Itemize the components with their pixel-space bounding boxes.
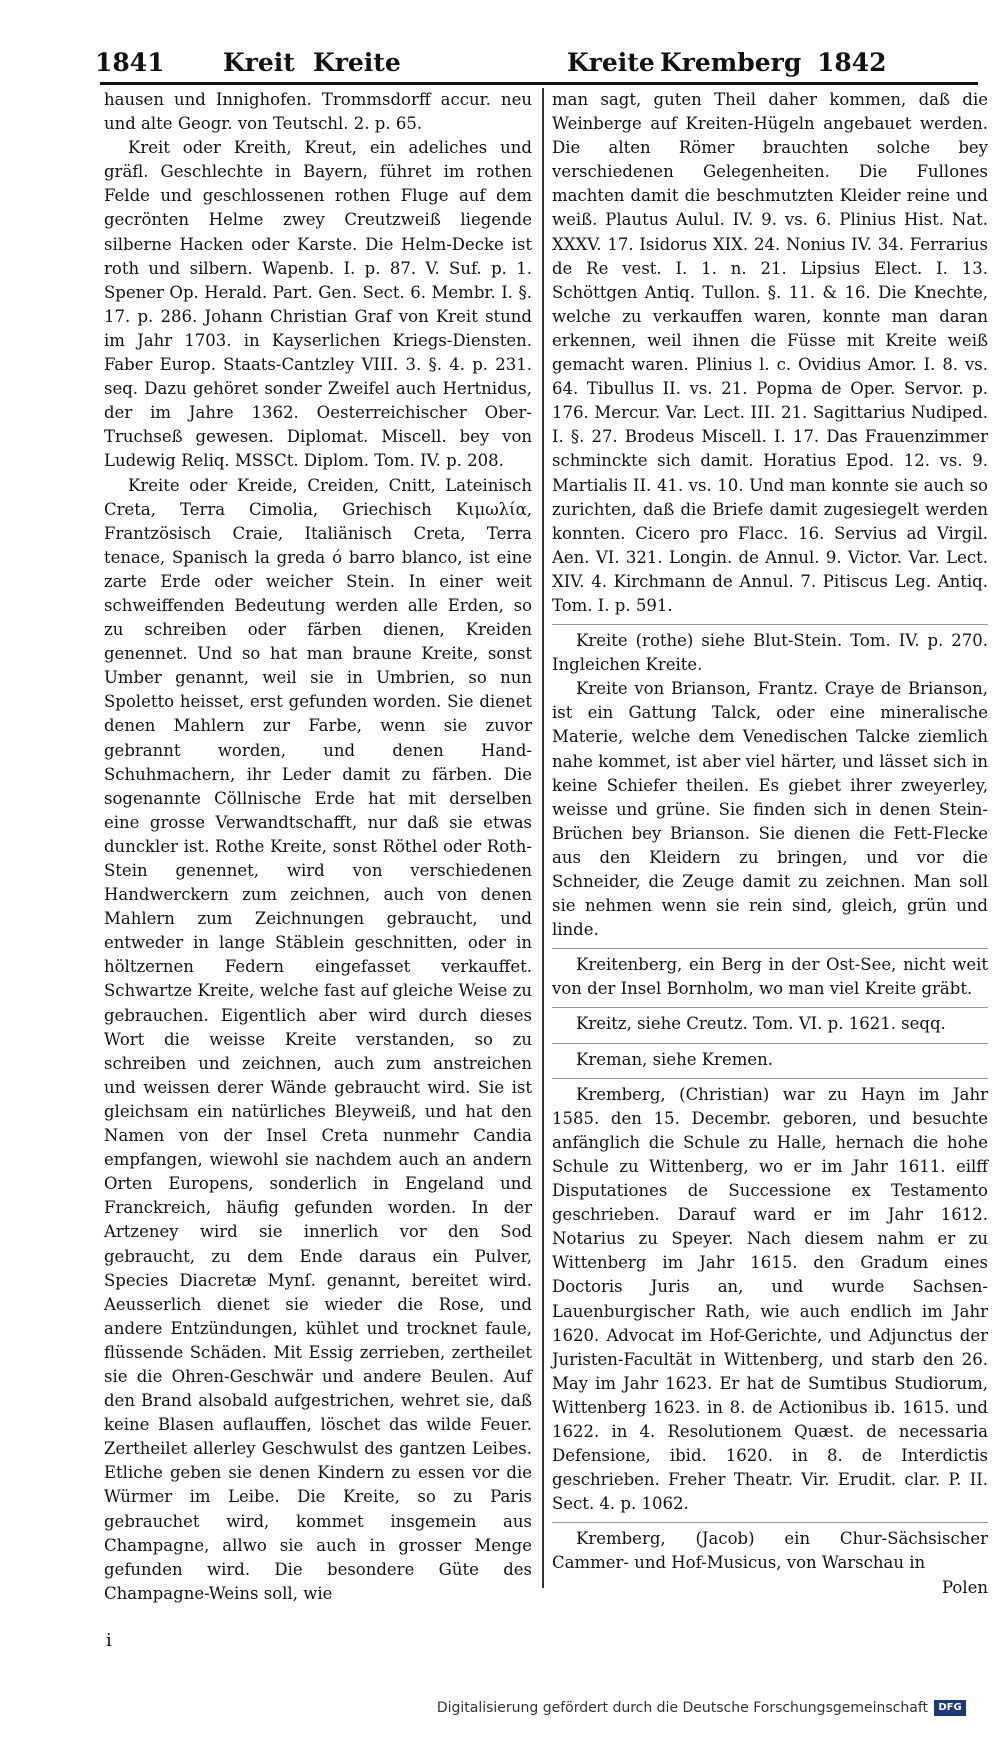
paragraph-separator <box>552 1522 988 1523</box>
paragraph-separator <box>552 1078 988 1079</box>
paragraph: Kreman, siehe Kremen. <box>576 1049 773 1069</box>
column-divider <box>542 88 544 1588</box>
footer-credit: Digitalisierung gefördert durch die Deutsche Forschungsgemeinschaft <box>436 1700 928 1716</box>
paragraph: Kreitz, siehe Creutz. Tom. VI. p. 1621. seqq. <box>576 1014 946 1034</box>
paragraph: hausen und Innighofen. Trommsdorff accur. neu und alte Geogr. von Teutschl. 2. p. 65. <box>104 90 532 134</box>
paragraph: Kreitenberg, ein Berg in der Ost-See, nicht weit von der Insel Bornholm, wo man viel Kreite gräbt. <box>552 955 988 999</box>
paragraph: Kreit oder Kreith, Kreut, ein adeliches und gräfl. Geschlechte in Bayern, führet im rothen Felde und geschlossenen rothen Fluge auf dem gecrönten Helme zwey Creutzweiß liegende silberne Hacken oder Karste. Die Helm-Decke ist roth und silbern. Wapenb. I. p. 87. V. Suf. p. 1. Spener Op. Herald. Part. Gen. Sect. 6. Membr. I. §. 17. p. 286. Johann Christian Graf von Kreit stund im Jahr 1703. in Kayserlichen Kriegs-Diensten. Faber Europ. Staats-Cantzley VIII. 3. §. 4. p. 231. seq. Dazu gehöret sonder Zweifel auch Hertnidus, der im Jahre 1362. Oesterreichischer Ober-Truchseß gewesen. Diplomat. Miscell. bey von Ludewig Reliq. MSSCt. Diplom. Tom. IV. p. 208. <box>104 138 532 471</box>
footer <box>437 1700 966 1716</box>
paragraph: Kremberg, (Christian) war zu Hayn im Jahr 1585. den 15. Decembr. geboren, und besuchte anfänglich die Schule zu Halle, hernach die hohe Schule zu Wittenberg, wo er im Jahr 1611. eilff Disputationes de Successione ex Testamento geschrieben. Darauf ward er im Jahr 1612. Notarius zu Speyer. Nach diesem nahm er zu Wittenberg im Jahr 1615. den Gradum eines Doctoris Juris an, und wurde Sachsen-Lauenburgischer Rath, wie auch endlich im Jahr 1620. Advocat im Hof-Gerichte, und Adjunctus der Juristen-Facultät in Wittenberg, und starb den 26. May im Jahr 1623. Er hat de Sumtibus Studiorum, Wittenberg 1623. in 8. de Actionibus ib. 1615. und 1622. in 4. Resolutionem Quæst. de necessaria Defensione, ibid. 1620. in 8. de Interdictis geschrieben. Freher Theatr. Vir. Erudit. clar. P. II. Sect. 4. p. 1062. <box>552 1084 988 1514</box>
paragraph: Kreite von Brianson, Frantz. Craye de Brianson, ist ein Gattung Talck, oder eine mineralische Materie, welche dem Venedischen Talcke ziemlich nahe kommet, ist aber viel härter, und lässet sich in keine Schiefer theilen. Es giebet ihrer zweyerley, weisse und grüne. Sie finden sich in denen Stein-Brüchen bey Brianson. Sie dienen die Fett-Flecke aus den Kleidern zu bringen, und vor die Schneider, die Zeuge damit zu zeichnen. Man soll sie nehmen wenn sie rein sind, gleich, grün und linde. <box>552 679 988 940</box>
paragraph: Kremberg, (Jacob) ein Chur-Sächsischer Cammer- und Hof-Musicus, von Warschau in <box>552 1529 988 1573</box>
page-header <box>95 40 980 84</box>
paragraph: Kreite (rothe) siehe Blut-Stein. Tom. IV. p. 270. Ingleichen Kreite. <box>552 631 988 675</box>
page-number-left: 1841 <box>95 48 165 77</box>
page-number-right: 1842 <box>817 48 887 77</box>
paragraph: man sagt, guten Theil daher kommen, daß die Weinberge auf Kreiten-Hügeln angebauet werden. Die alten Römer brauchten solche bey verschiedenen Gelegenheiten. Die Fullones machten damit die beschmutzten Kleider reine und weiß. Plautus Aulul. IV. 9. vs. 6. Plinius Hist. Nat. XXXV. 17. Isidorus XIX. 24. Nonius IV. 34. Ferrarius de Re vest. I. 1. n. 21. Lipsius Elect. I. 13. Schöttgen Antiq. Tullon. §. 11. & 16. Die Knechte, welche zu verkauffen waren, konnte man daran erkennen, weil ihnen die Füsse mit Kreite weiß gemacht waren. Plinius l. c. Ovidius Amor. I. 8. vs. 64. Tibullus II. vs. 21. Popma de Oper. Servor. p. 176. Mercur. Var. Lect. III. 21. Sagittarius Nudiped. I. §. 27. Brodeus Miscell. I. 17. Das Frauenzimmer schminckte sich damit. Horatius Epod. 12. vs. 9. Martialis II. 41. vs. 10. Und man konnte sie auch so zurichten, daß die Briefe damit zugesiegelt werden konnten. Cicero pro Flacc. 16. Servius ad Virgil. Aen. VI. 321. Longin. de Annul. 9. Victor. Var. Lect. XIV. 4. Kirchmann de Annul. 7. Pitiscus Leg. Antiq. Tom. I. p. 591. <box>552 90 988 615</box>
running-head-left-1: Kreit <box>223 48 295 77</box>
paragraph-separator <box>552 1007 988 1008</box>
paragraph-separator <box>552 948 988 949</box>
paragraph-separator <box>552 1043 988 1044</box>
paragraph-separator <box>552 624 988 625</box>
running-head-right-1: Kreite <box>567 48 655 77</box>
paragraph: Kreite oder Kreide, Creiden, Cnitt, Lateinisch Creta, Terra Cimolia, Griechisch Κιμωλία, Frantzösisch Craie, Italiänisch Creta, Terra tenace, Spanisch la greda ó barro blanco, ist eine zarte Erde oder weicher Stein. In einer weit schweiffenden Bedeutung werden alle Erden, so zu schreiben oder färben dienen, Kreiden genennet. Und so hat man braune Kreite, sonst Umber genannt, weil sie in Umbrien, so nun Spoletto heisset, erst gefunden worden. Sie dienet denen Mahlern zur Farbe, wenn sie zuvor gebrannt worden, und denen Hand-Schuhmachern, ihr Leder damit zu färben. Die sogenannte Cöllnische Erde hat mit derselben eine grosse Verwandtschafft, nur daß sie etwas dunckler ist. Rothe Kreite, sonst Röthel oder Roth-Stein genennet, wird von verschiedenen Handwerckern zum zeichnen, auch von denen Mahlern zum Zeichnungen gebraucht, und entweder in lange Stäblein geschnitten, oder in höltzernen Federn eingefasset verkauffet. Schwartze Kreite, welche fast auf gleiche Weise zu gebrauchen. Eigentlich aber wird durch dieses Wort die weisse Kreite verstanden, so zu schreiben und zeichnen, auch zum anstreichen und weissen derer Wände gebraucht wird. Sie ist gleichsam ein natürliches Bleyweiß, und hat den Namen von der Insel Creta nunmehr Candia empfangen, wiewohl sie nachdem auch an andern Orten Europens, sonderlich in Engeland und Franckreich, häufig gefunden worden. In der Artzeney wird sie innerlich vor den Sod gebraucht, zu dem Ende daraus ein Pulver, Species Diacretæ Mynſ. genannt, bereitet wird. Aeusserlich dienet sie wieder die Rose, und andere Entzündungen, kühlet und trocknet faule, flüssende Schäden. Mit Essig zerrieben, zertheilet sie die Ohren-Geschwär und andere Beulen. Auf den Brand alsobald aufgestrichen, wehret sie, daß keine Blasen auflauffen, löschet das wilde Feuer. Zertheilet allerley Geschwulst des gantzen Leibes. Etliche geben sie denen Kindern zu essen vor die Würmer im Leibe. Die Kreite, so zu Paris gebrauchet wird, kommet insgemein aus Champagne, allwo sie auch in grosser Menge gefunden wird. Die besondere Güte des Champagne-Weins soll, wie <box>104 475 532 1603</box>
stray-mark: i <box>106 1630 112 1651</box>
dfg-logo: DFG <box>934 1700 966 1716</box>
running-head-left-2: Kreite <box>313 48 401 77</box>
right-column <box>552 88 988 1600</box>
header-rule <box>100 82 978 85</box>
running-head-right-2: Kremberg <box>660 48 802 77</box>
left-column <box>104 88 532 1606</box>
catchword: Polen <box>941 1577 988 1597</box>
